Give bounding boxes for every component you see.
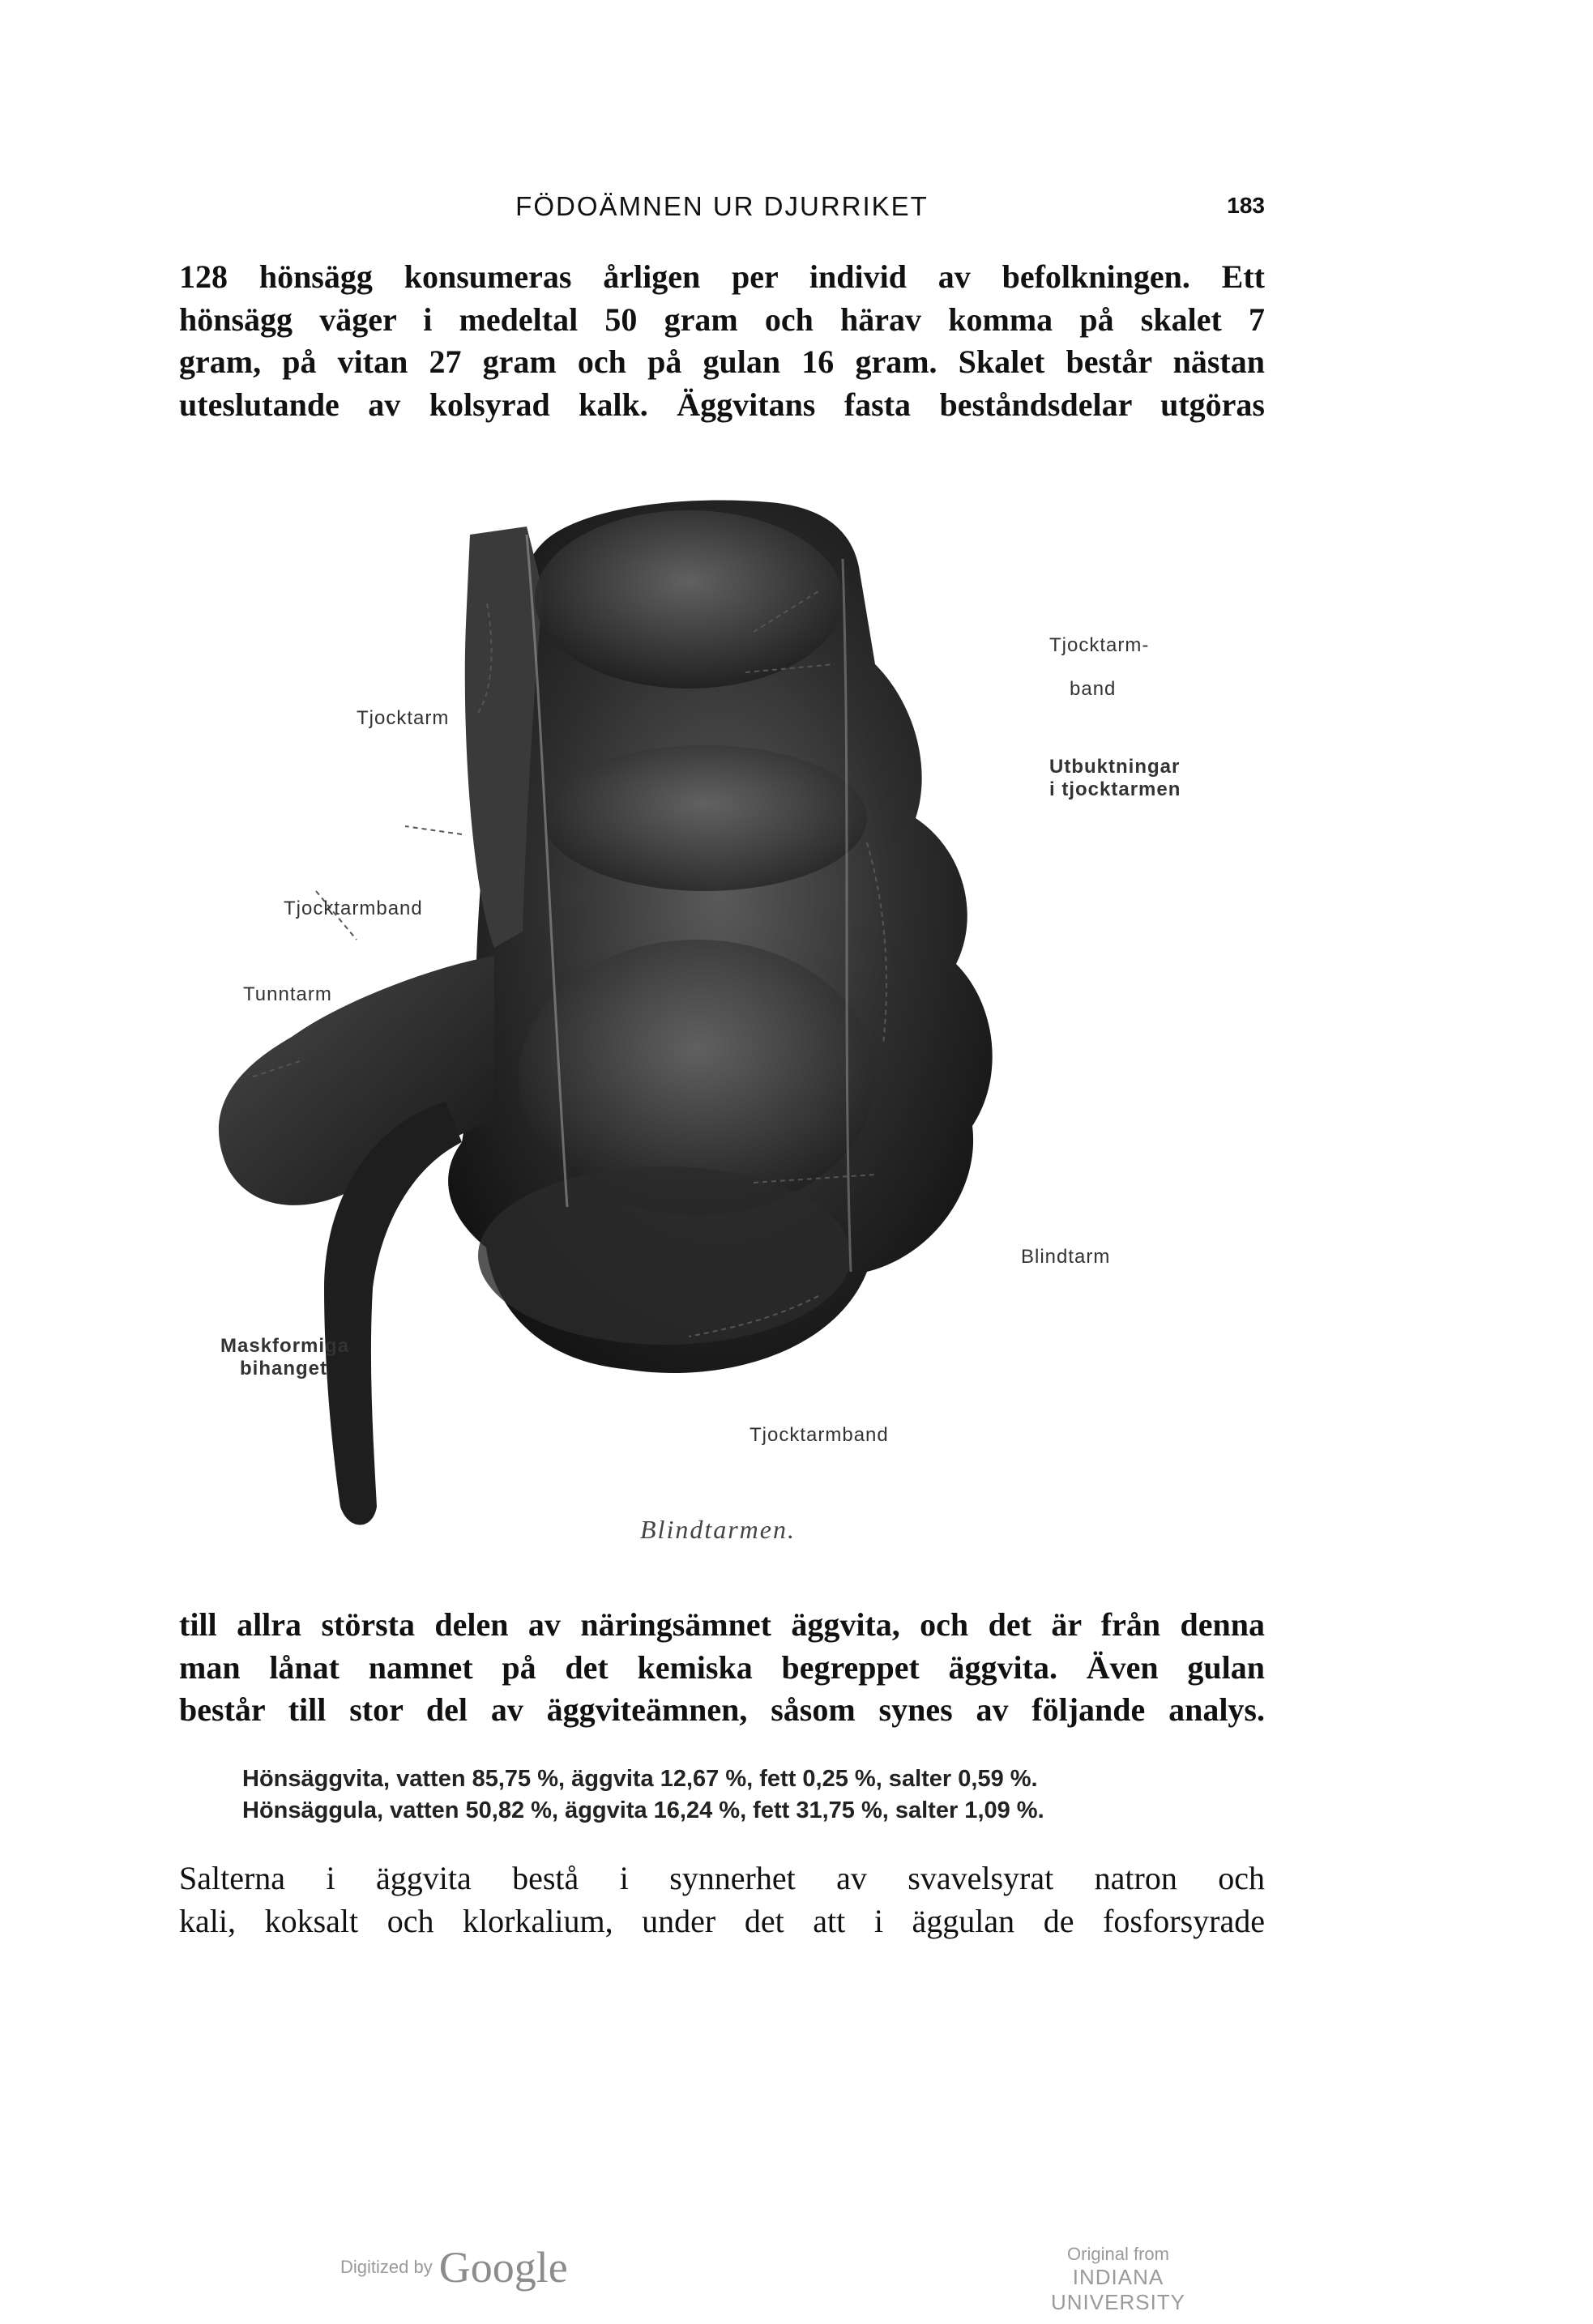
- label-tjocktarmband-left: Tjocktarmband: [284, 898, 423, 919]
- text-line: hönsägg väger i medeltal 50 gram och härav komma på skalet 7: [179, 301, 1265, 338]
- label-tjocktarmband-bottom: Tjocktarmband: [750, 1424, 889, 1446]
- haustrum: [543, 745, 867, 891]
- label-tjocktarm: Tjocktarm: [357, 707, 450, 729]
- paragraph-2: [179, 1604, 1265, 1732]
- text-line: Salterna i äggvita bestå i synnerhet av svavelsyrat natron och: [179, 1860, 1265, 1896]
- label-maskformiga-2: bihanget: [240, 1358, 327, 1379]
- label-utbuktningar-1: Utbuktningar: [1049, 756, 1181, 778]
- digitized-by-google: [340, 2242, 568, 2291]
- anatomical-figure: [203, 478, 1296, 1604]
- running-title: FÖDOÄMNEN UR DJURRIKET: [515, 191, 929, 221]
- text-line: 128 hönsägg konsumeras årligen per individ av befolkningen. Ett: [179, 258, 1265, 295]
- digitized-by-text: Digitized by: [340, 2257, 433, 2277]
- egg-analysis: [242, 1763, 1215, 1827]
- label-tunntarm: Tunntarm: [243, 983, 332, 1005]
- label-maskformiga-1: Maskformiga: [220, 1335, 350, 1357]
- original-from: [1005, 2244, 1232, 2315]
- page-number: 183: [1227, 193, 1265, 218]
- institution-name: INDIANA UNIVERSITY: [1050, 2265, 1186, 2314]
- label-utbuktningar-2: i tjocktarmen: [1049, 778, 1181, 800]
- running-header: [179, 191, 1265, 232]
- text-line: man lånat namnet på det kemiska begreppet äggvita. Även gulan: [179, 1648, 1265, 1686]
- analysis-line-egg-white: Hönsäggvita, vatten 85,75 %, äggvita 12,67 %, fett 0,25 %, salter 0,59 %.: [242, 1766, 1038, 1792]
- figure-caption: Blindtarmen.: [640, 1515, 796, 1544]
- google-logo: Google: [438, 2243, 568, 2292]
- text-line: gram, på vitan 27 gram och på gulan 16 gram. Skalet består nästan: [179, 343, 1265, 380]
- text-line: kali, koksalt och klorkalium, under det att i äggulan de fosforsyrade: [179, 1902, 1265, 1939]
- label-tjocktarmband-right-2: band: [1070, 678, 1117, 700]
- text-line: uteslutande av kolsyrad kalk. Äggvitans fasta beståndsdelar utgöras: [179, 386, 1265, 423]
- original-from-text: Original from: [1067, 2244, 1169, 2264]
- paragraph-3: [179, 1857, 1265, 1942]
- paragraph-1: [179, 256, 1265, 426]
- analysis-line-egg-yolk: Hönsäggula, vatten 50,82 %, äggvita 16,24 %, fett 31,75 %, salter 1,09 %.: [242, 1797, 1044, 1823]
- haustrum: [478, 1166, 851, 1345]
- label-blindtarm: Blindtarm: [1021, 1246, 1111, 1268]
- text-line: till allra största delen av näringsämnet äggvita, och det är från denna: [179, 1606, 1265, 1643]
- text-line: består till stor del av äggviteämnen, såsom synes av följande analys.: [179, 1691, 1265, 1728]
- haustrum: [535, 510, 843, 689]
- label-tjocktarmband-right-1: Tjocktarm-: [1049, 634, 1150, 656]
